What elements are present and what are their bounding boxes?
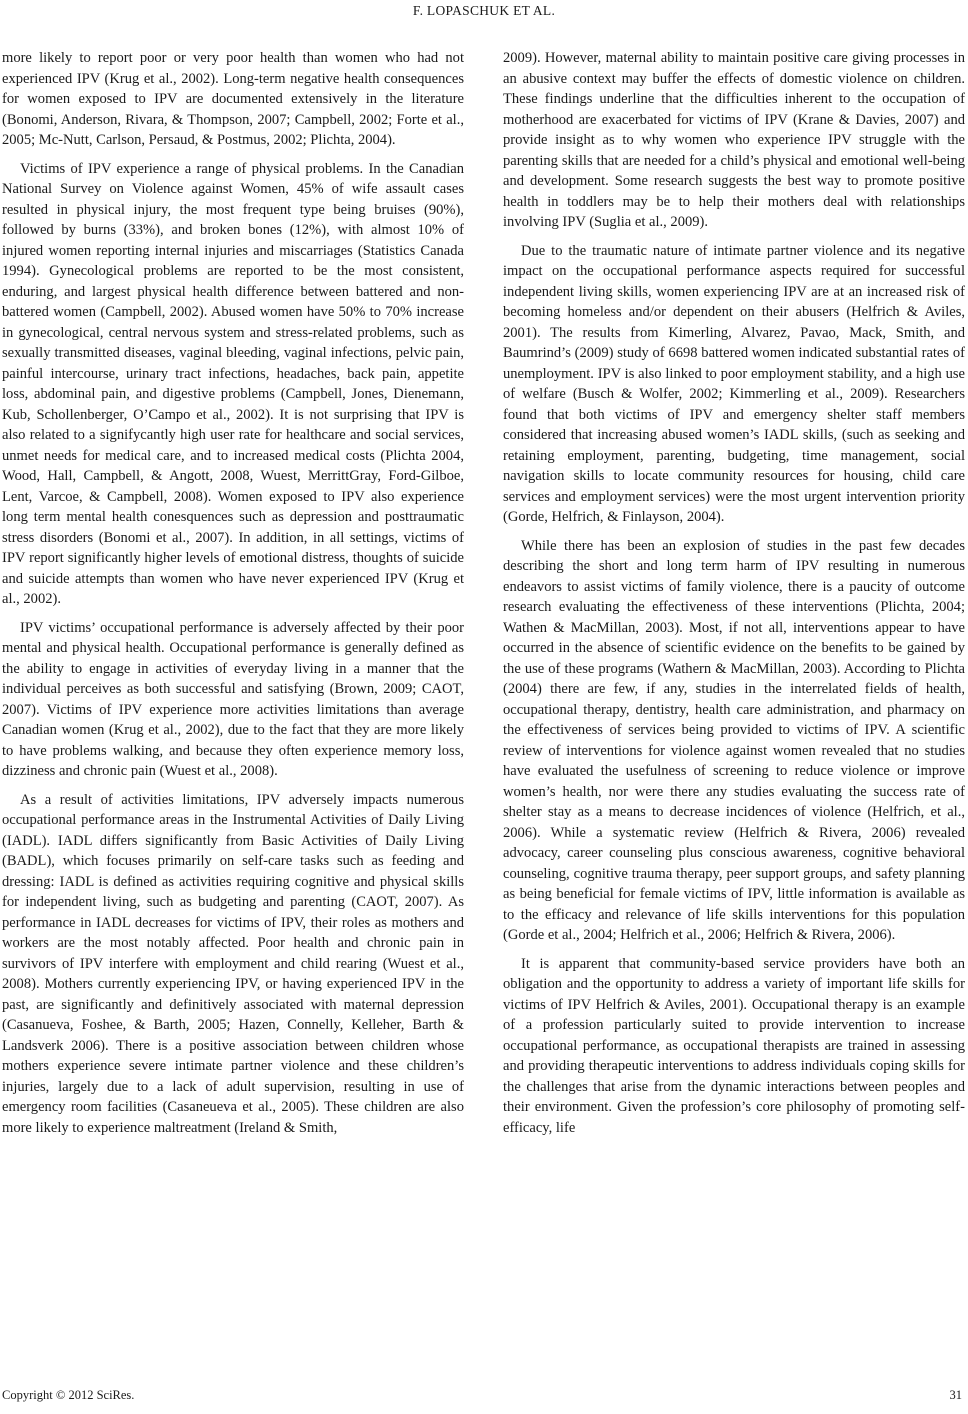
paragraph: While there has been an explosion of studies in the past few decades describing the short and long term harm of IPV resulting in numerous endeavors to assist victims of family violence, there is a paucity of outcome research evaluating the effectiveness of these interventions (Plichta, 2004; Wathen & MacMillan, 2003). Most, if not all, interventions appear to have occurred in the absence of scientific evidence on the benefits to be gained by the use of these programs (Wathern & MacMillan, 2003). According to Plichta (2004) there are few, if any, studies in the interrelated fields of health, occupational therapy, dentistry, health care administration, and pharmacy on the effectiveness of services being provided to victims of IPV. A scientific review of interventions for violence against women revealed that no studies have evaluated the usefulness of screening to reduce violence or improve women’s health, nor were there any studies evaluating the success rate of shelter stay as a means to decrease incidences of violence (Helfrich, et al., 2006). While a systematic review (Helfrich & Rivera, 2006) revealed advocacy, career counseling plus conscious awareness, cognitive behavioral counseling, cognitive trauma therapy, peer support groups, and safety planning as being beneficial for female victims of IPV, little information is available as to the efficacy and relevance of life skills interventions for this population (Gorde et al., 2004; Helfrich et al., 2006; Helfrich & Rivera, 2006). [503, 537, 965, 943]
running-head: F. LOPASCHUK ET AL. [412, 3, 556, 18]
paragraph: Victims of IPV experience a range of physical problems. In the Canadian National Survey on Violence against Women, 45% of wife assault cases resulted in physical injury, the most frequent type being bruises (90%), followed by burns (33%), and broken bones (12%), with almost 10% of injured women reporting internal injuries and miscarriages (Statistics Canada 1994). Gynecological problems are reported to be the most consistent, enduring, and largest physical health difference between battered and non-battered women (Campbell, 2002). Abused women have 50% to 70% increase in gynecological, central nervous system and stress-related problems, such as sexually transmitted diseases, vaginal bleeding, vaginal infections, pelvic pain, painful intercourse, urinary tract infections, headaches, back pain, appetite loss, abdominal pain, and digestive problems (Campbell, Jones, Dienemann, Kub, Schollenberger, O’Campo et al., 2002). It is not surprising that IPV is also related to a signifycantly high user rate for healthcare and social services, unmet needs for medical care, and to increased medical costs (Plichta 2004, Wood, Hall, Campbell, & Angott, 2008, Wuest, MerrittGray, Ford-Gilboe, Lent, Varcoe, & Campbell, 2008). Women exposed to IPV also experience long term mental health conesquences such as depression and posttraumatic stress disorders (Bonomi et al., 2007). In addition, in all settings, victims of IPV report significantly higher levels of emotional distress, thoughts of suicide and suicide attempts than women who have never experienced IPV (Krug et al., 2002). [2, 160, 464, 607]
left-column [2, 48, 464, 1146]
paragraph: Due to the traumatic nature of intimate partner violence and its negative impact on the occupational performance aspects required for successful independent living skills, women experiencing IPV are at an increased risk of becoming homeless and/or dependent on their abusers (Helfrich & Aviles, 2001). The results from Kimerling, Alvarez, Pavao, Mack, Smith, and Baumrind’s (2009) study of 6698 battered women indicated substantial rates of unemployment. IPV is also linked to poor employment stability, and a high use of welfare (Busch & Wolfer, 2002; Kimmerling et al., 2009). Researchers found that both victims of IPV and emergency shelter staff members considered that increasing abused women’s IADL skills, (such as seeking and retaining employment, parenting, budgeting, time management, social navigation skills to locate community resources for housing, child care services and employment services) were the most urgent intervention priority (Gorde, Helfrich, & Finlayson, 2004). [503, 242, 965, 525]
paragraph: 2009). However, maternal ability to maintain positive care giving processes in an abusive context may buffer the effects of domestic violence on children. These findings underline that the difficulties inherent to the occupation of motherhood are exacerbated for victims of IPV (Krane & Davies, 2007) and provide insight as to why women who experience IPV struggle with the parenting skills that are needed for a child’s physical and emotional well-being and development. Some research suggests the best way to promote positive health in toddlers may be to help their mothers deal with relationships involving IPV (Suglia et al., 2009). [503, 50, 965, 230]
paragraph: more likely to report poor or very poor health than women who had not experienced IPV (Krug et al., 2002). Long-term negative health consequences for women exposed to IPV are documented extensively in the literature (Bonomi, Anderson, Rivara, & Thompson, 2007; Campbell, 2002; Forte et al., 2005; Mc-Nutt, Carlson, Persaud, & Postmus, 2002; Plichta, 2004). [2, 50, 464, 148]
paragraph: It is apparent that community-based service providers have both an obligation and the opportunity to address a variety of important life skills for victims of IPV Helfrich & Aviles, 2001). Occupational therapy is an example of a profession particularly suited to provide intervention to increase occupational performance, as occupational therapists are trained in assessing and providing therapeutic interventions to address individuals coping skills for the challenges that arise from the dynamic interactions between peoples and their environment. Given the profession’s core philosophy of promoting self-efficacy, life [503, 955, 965, 1136]
copyright-notice: Copyright © 2012 SciRes. [2, 1388, 135, 1402]
right-column [503, 48, 965, 1146]
paragraph: As a result of activities limitations, IPV adversely impacts numerous occupational performance areas in the Instrumental Activities of Daily Living (IADL). IADL differs significantly from Basic Activities of Daily Living (BADL), which focuses primarily on self-care tasks such as feeding and dressing: IADL is defined as activities requiring cognitive and physical skills for independent living, such as budgeting and parenting (CAOT, 2007). As performance in IADL decreases for victims of IPV, their roles as mothers and workers are the most notably affected. Poor health and chronic pain in survivors of IPV interfere with employment and child rearing (Wuest et al., 2008). Mothers currently experiencing IPV, or having experienced IPV in the past, are significantly and definitively associated with maternal depression (Casanueva, Foshee, & Barth, 2005; Hazen, Connelly, Kelleher, Barth & Landsverk 2006). There is a positive association between children whose mothers experience severe intimate partner violence and these children’s injuries, largely due to a lack of adult supervision, resulting in use of emergency room facilities (Casaneueva et al., 2005). These children are also more likely to experience maltreatment (Ireland & Smith, [2, 791, 464, 1136]
page-number: 31 [949, 1388, 962, 1402]
paragraph: IPV victims’ occupational performance is adversely affected by their poor mental and physical health. Occupational performance is generally defined as the ability to engage in activities of everyday living in a manner that the individual perceives as both successful and satisfying (Brown, 2009; CAOT, 2007). Victims of IPV experience more activities limitations than average Canadian women (Krug et al., 2002), due to the fact that they are more likely to have problems walking, and because they often experience memory loss, dizziness and chronic pain (Wuest et al., 2008). [2, 619, 464, 779]
